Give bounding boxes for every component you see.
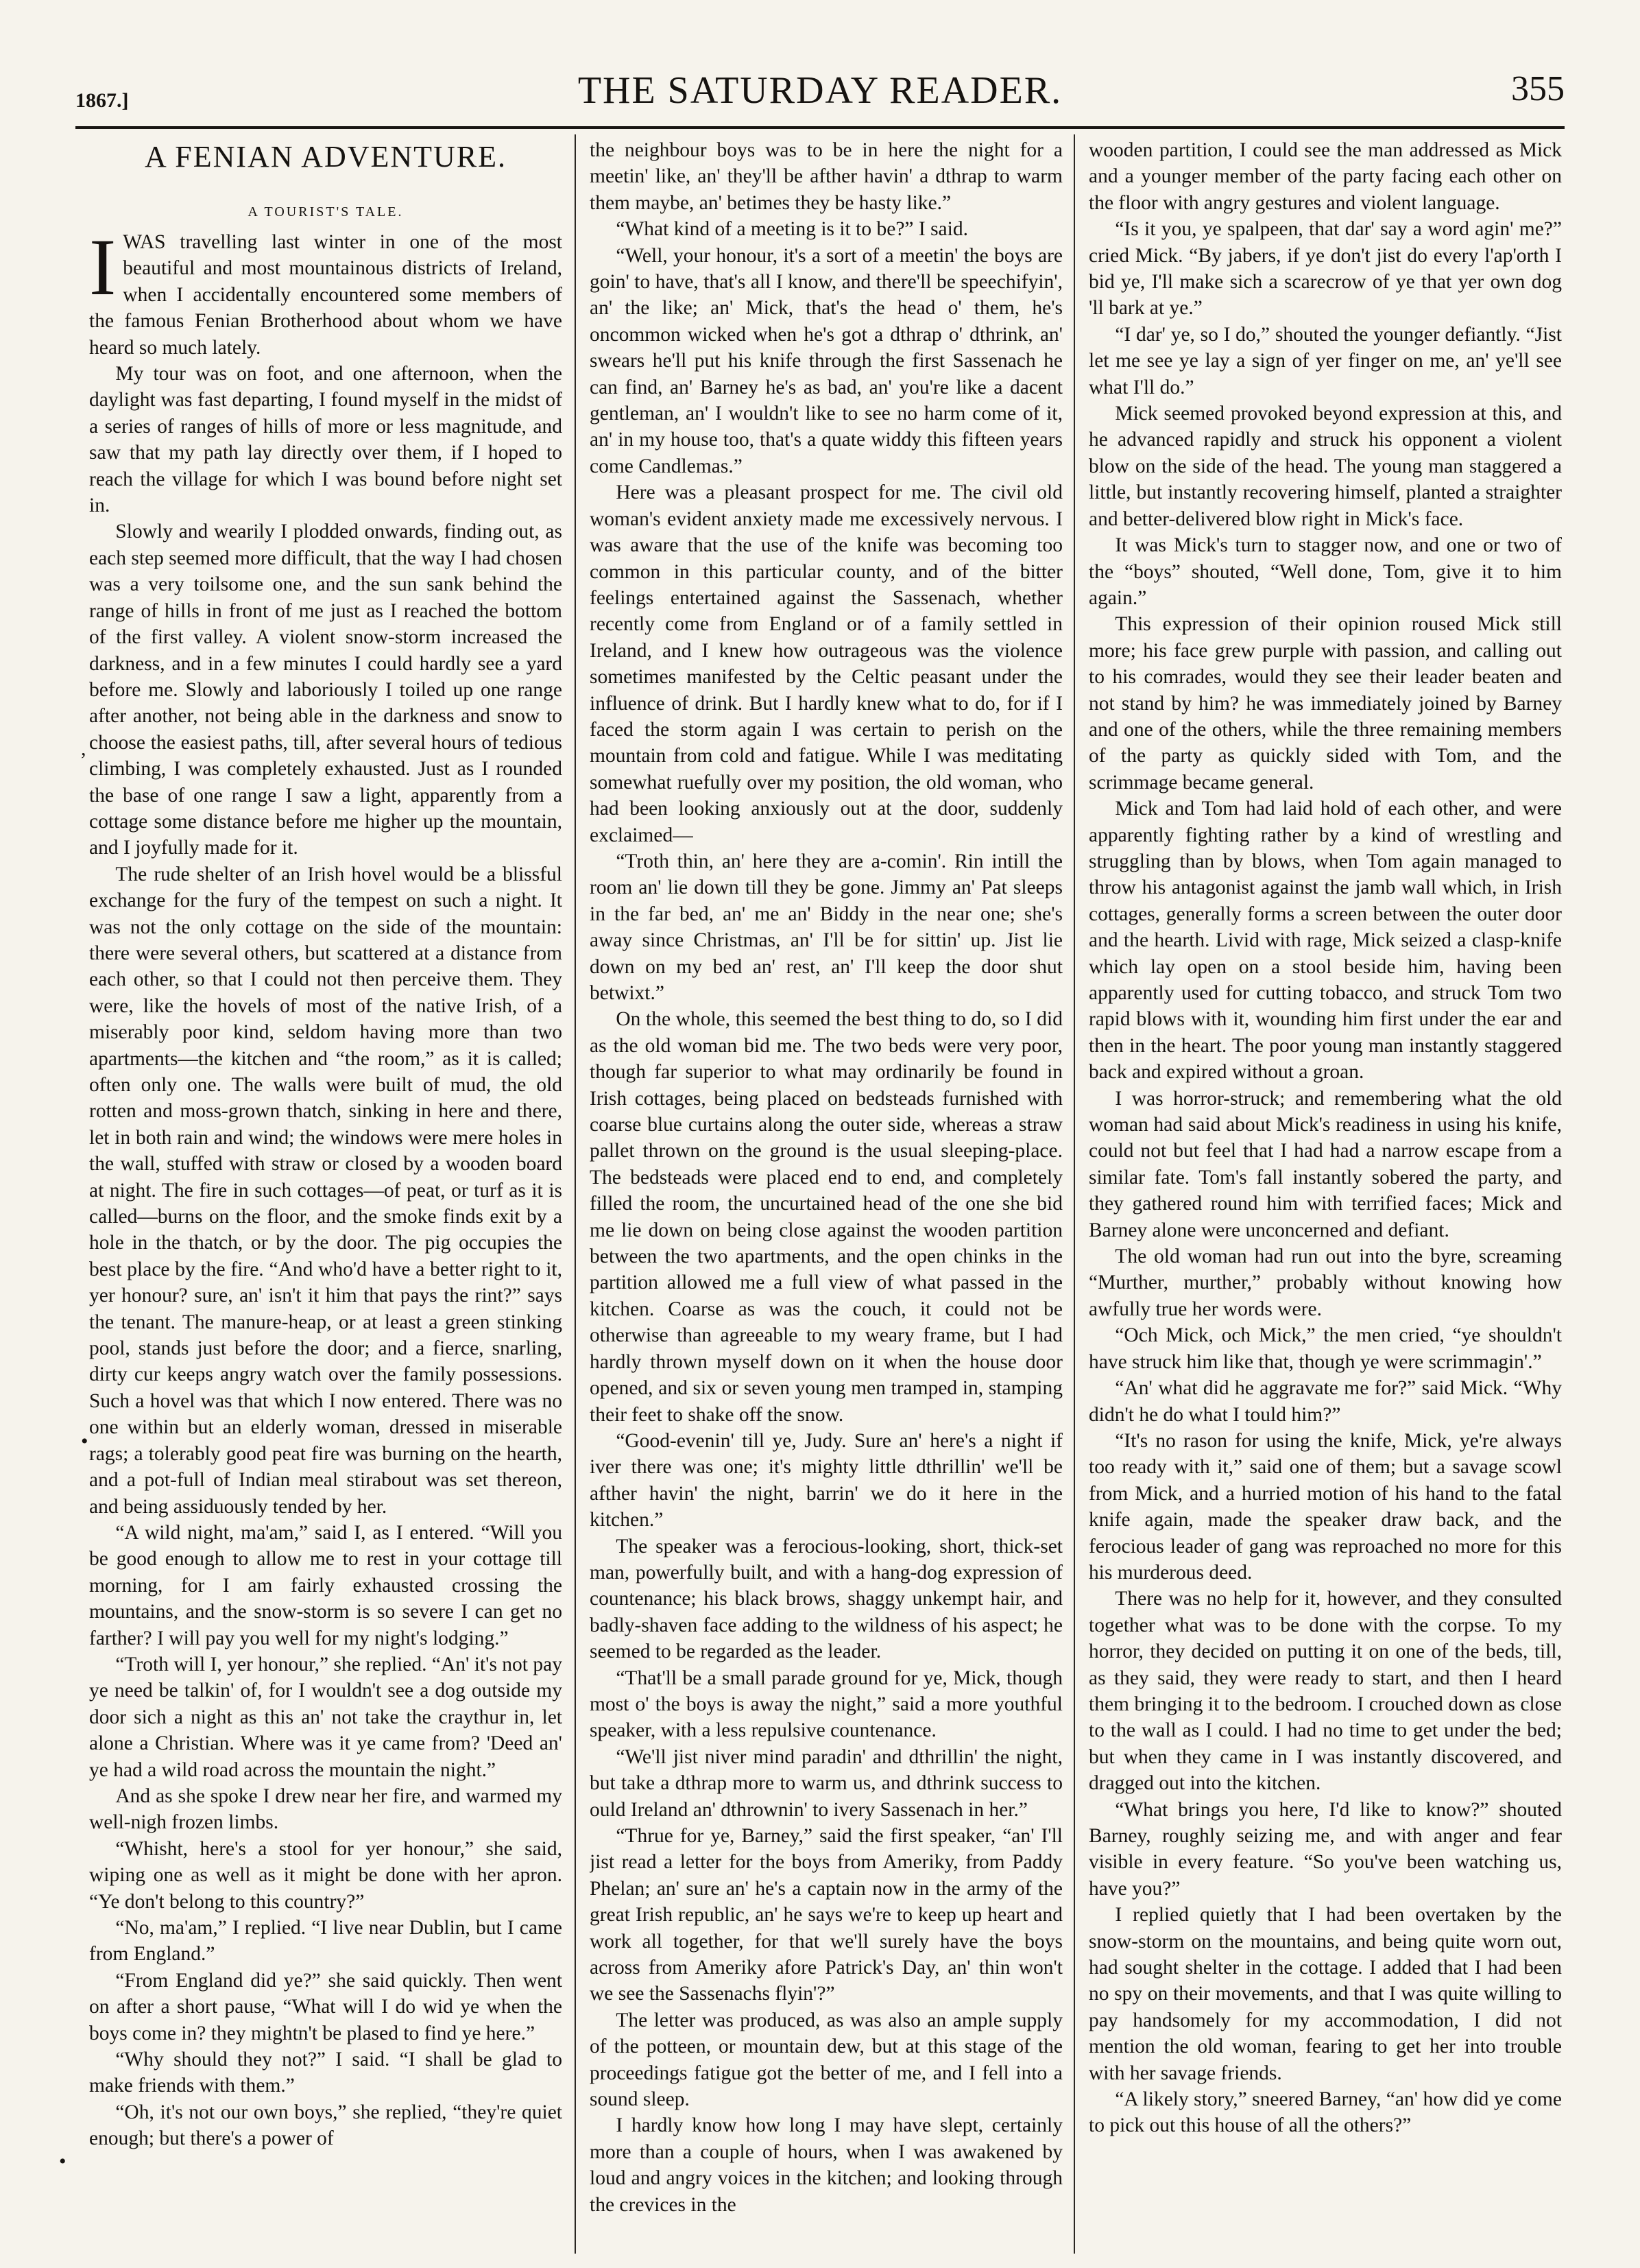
paragraph-text: Slowly and wearily I plodded onwards, finding out, as each step seemed more difficult, that the way I had chosen was a very toilsome one, and the sun sank behind the range of hills in front of me just as I reached the bottom of the first valley. A violent snow-storm increased the darkness, and in a few minutes I could hardly see a yard before me. Slowly and laboriously I toiled up one range after another, not being able in the darkness and snow to choose the easiest paths, till, after several hours of tedious climbing, I was completely exhausted. Just as I rounded the base of one range I saw a light, apparently from a cottage some distance before me higher up the mountain, and I joyfully made for it. <box>89 521 562 859</box>
paragraph-text: There was no help for it, however, and they consulted together what was to be done with the corpse. To my horror, they decided on putting it on one of the beds, till, as they said, they were ready to start, and then I heard them bringing it to the bedroom. I crouched down as close to the wall as I could. I had no time to get under the bed; but when they came in I was instantly discovered, and dragged out into the kitchen. <box>1089 1588 1562 1795</box>
header-rule <box>75 126 1565 129</box>
paragraph <box>590 1665 1063 1744</box>
paragraph-text: WAS travelling last winter in one of the most beautiful and most mountainous districts of Ireland, when I accidentally encountered some members of the famous Fenian Brotherhood about whom we have heard so much lately. <box>89 231 562 359</box>
paragraph-text: It was Mick's turn to stagger now, and one or two of the “boys” shouted, “Well done, Tom, give it to him again.” <box>1089 534 1562 609</box>
paragraph-text: “Is it you, ye spalpeen, that dar' say a word agin' me?” cried Mick. “By jabers, if ye don't jist do every l'ap'orth I bid ye, I'll make sich a scarecrow of ye that yer own dog 'll bark at ye.” <box>1089 218 1562 320</box>
paragraph-text: The speaker was a ferocious-looking, short, thick-set man, powerfully built, and with a hang-dog expression of countenance; his black brows, shaggy unkempt hair, and badly-shaven face adding to the wildness of his aspect; he seemed to be regarded as the leader. <box>590 1535 1063 1663</box>
page-number: 355 <box>1511 69 1565 108</box>
paragraph-text: “That'll be a small parade ground for ye, Mick, though most o' the boys is away the night,” said a more youthful speaker, with a less repulsive countenance. <box>590 1667 1063 1742</box>
paragraph-text: “Troth will I, yer honour,” she replied. “An' it's not pay ye need be talkin' of, for I wouldn't see a dog outside my door sich a night as this an' not take the craythur in, let alone a Christian. Where was it ye came from? 'Deed an' ye had a wild road across the mountain the night.” <box>89 1653 562 1781</box>
paragraph-text: wooden partition, I could see the man addressed as Mick and a younger member of the party facing each other on the floor with angry gestures and violent language. <box>1089 139 1562 214</box>
paragraph-text: The rude shelter of an Irish hovel would be a blissful exchange for the fury of the tempest on such a night. It was not the only cottage on the side of the mountain: there were several others, but scattered at a distance from each other, so that I could not then perceive them. They were, like the hovels of most of the native Irish, of a miserably poor kind, seldom having more than two apartments—the kitchen and “the room,” as it is called; often only one. The walls were built of mud, the old rotten and moss-grown thatch, sinking in here and there, let in both rain and wind; the windows were mere holes in the wall, stuffed with straw or closed by a wooden board at night. The fire in such cottages—of peat, or turf as it is called—burns on the floor, and the smoke finds exit by a hole in the thatch, or by the door. The pig occupies the best place by the fire. “And who'd have a better right to it, yer honour? sure, an' isn't it him that pays the rint?” says the tenant. The manure-heap, or at least a green stinking pool, stands just before the door; and a fierce, snarling, dirty cur keeps angry watch over the family possessions. Such a hovel was that which I now entered. There was no one within but an elderly woman, dressed in miserable rags; a tolerably good peat fire was burning on the hearth, and a pot-full of Indian meal stirabout was set thereon, and being assiduously tended by her. <box>89 863 562 1518</box>
paragraph <box>89 1783 562 1836</box>
paragraph <box>590 243 1063 480</box>
paragraph-text: I was horror-struck; and remembering what the old woman had said about Mick's readiness in using his knife, could not but feel that I had had a narrow escape from a similar fate. Tom's fall instantly sobered the party, and they gathered round him with terrified faces; Mick and Barney alone were unconcerned and defiant. <box>1089 1087 1562 1241</box>
paragraph <box>89 861 562 1520</box>
column-divider <box>575 134 576 2254</box>
paragraph <box>590 1428 1063 1533</box>
column-divider <box>1074 134 1075 2254</box>
paragraph-text: The old woman had run out into the byre, screaming “Murther, murther,” probably without knowing how awfully true her words were. <box>1089 1245 1562 1320</box>
paragraph <box>89 222 562 361</box>
paragraph-text: And as she spoke I drew near her fire, and warmed my well-nigh frozen limbs. <box>89 1784 562 1834</box>
paragraph-text: “What brings you here, I'd like to know?” shouted Barney, roughly seizing me, and with anger and fear visible in every feature. “So you've been watching us, have you?” <box>1089 1798 1562 1900</box>
paragraph <box>1089 216 1562 322</box>
paragraph <box>89 1968 562 2046</box>
paragraph <box>590 1744 1063 1823</box>
paragraph-text: “Thrue for ye, Barney,” said the first speaker, “an' I'll jist read a letter for the boys from Ameriky, from Paddy Phelan; an' sure an' he's a captain now in the army of the great Irish republic, an' he says we're to keep up heart and work all together, for that we'll surely have the boys across from Ameriky afore Patrick's Day, an' thin won't we see the Sassenachs flyin'?” <box>590 1825 1063 2005</box>
paragraph-text: “Why should they not?” I said. “I shall be glad to make friends with them.” <box>89 2049 562 2097</box>
paragraph <box>89 2046 562 2099</box>
paragraph <box>590 137 1063 216</box>
paragraph-text: “From England did ye?” she said quickly. Then went on after a short pause, “What will I do wid ye when the boys come in? they mightn't be plased to find ye here.” <box>89 1969 562 2044</box>
paragraph-text: “Och Mick, och Mick,” the men cried, “ye shouldn't have struck him like that, though ye were scrimmagin'.” <box>1089 1324 1562 1373</box>
paragraph-text: “I dar' ye, so I do,” shouted the younger defiantly. “Jist let me see ye lay a sign of yer finger on me, an' ye'll see what I'll do.” <box>1089 323 1562 398</box>
column-1 <box>89 137 562 2243</box>
paragraph-text: “A wild night, ma'am,” said I, as I entered. “Will you be good enough to allow me to rest in your cottage till morning, for I am fairly exhausted crossing the mountains, and the snow-storm is so severe I can get no farther? I will pay you well for my night's lodging.” <box>89 1521 562 1649</box>
paragraph-text: “What kind of a meeting is it to be?” I said. <box>616 218 968 241</box>
paragraph-text: My tour was on foot, and one afternoon, when the daylight was fast departing, I found myself in the midst of a series of ranges of hills of more or less magnitude, and saw that my path lay directly over them, if I hoped to reach the village for which I was bound before night set in. <box>89 363 562 517</box>
margin-mark: , <box>81 737 86 760</box>
paragraph <box>1089 532 1562 611</box>
paragraph <box>89 361 562 518</box>
article-subtitle: A TOURIST'S TALE. <box>248 204 404 219</box>
paragraph <box>1089 322 1562 401</box>
page-header <box>75 69 1565 123</box>
paragraph-text: This expression of their opinion roused Mick still more; his face grew purple with passion, and calling out to his comrades, would they see their leader beaten and not stand by him? he was immediately joined by Barney and one of the others, while the three remaining members of the party as quickly sided with Tom, and the scrimmage became general. <box>1089 613 1562 793</box>
paragraph-text: “Whisht, here's a stool for yer honour,” she said, wiping one as well as it might be done with her apron. “Ye don't belong to this country?” <box>89 1837 562 1913</box>
paragraph <box>1089 1902 1562 2086</box>
paragraph <box>1089 611 1562 796</box>
paragraph <box>590 1533 1063 1665</box>
paragraph <box>590 1006 1063 1428</box>
paragraph-text: The letter was produced, as was also an ample supply of the potteen, or mountain dew, but at this stage of the proceedings fatigue got the better of me, and I fell into a sound sleep. <box>590 2009 1063 2111</box>
paragraph <box>1089 1797 1562 1902</box>
margin-mark: • <box>81 1430 88 1453</box>
paragraph <box>1089 1586 1562 1796</box>
paragraph <box>89 1651 562 1783</box>
publication-title: THE SATURDAY READER. <box>577 69 1063 112</box>
paragraph <box>1089 1322 1562 1375</box>
drop-cap: I <box>89 222 117 312</box>
paragraph <box>1089 2086 1562 2139</box>
paragraph-text: I hardly know how long I may have slept, certainly more than a couple of hours, when I was awakened by loud and angry voices in the kitchen; and looking through the crevices in the <box>590 2114 1063 2216</box>
paragraph <box>1089 796 1562 1085</box>
column-3 <box>1089 137 1562 2243</box>
paragraph-text: “Good-evenin' till ye, Judy. Sure an' here's a night if iver there was one; it's mighty little dthrillin' we'll be afther havin' the night, barrin' we do it here in the kitchen.” <box>590 1429 1063 1531</box>
paragraph <box>590 1823 1063 2007</box>
paragraph <box>590 2007 1063 2113</box>
column-2 <box>590 137 1063 2243</box>
paragraph-text: Here was a pleasant prospect for me. The civil old woman's evident anxiety made me excessively nervous. I was aware that the use of the knife was becoming too common in this particular county, and of the bitter feelings entertained against the Sassenach, whether recently come from England or of a family settled in Ireland, and I knew how outrageous was the violence sometimes manifested by the Celtic peasant under the influence of drink. But I hardly knew what to do, for if I faced the storm again I was certain to perish on the mountain from cold and fatigue. While I was meditating somewhat ruefully over my position, the old woman, who had been looking anxiously out at the door, suddenly exclaimed— <box>590 481 1063 846</box>
paragraph <box>590 848 1063 1006</box>
paragraph <box>1089 1428 1562 1586</box>
paragraph <box>89 1915 562 1968</box>
paragraph-text: I replied quietly that I had been overtaken by the snow-storm on the mountains, and being quite worn out, had sought shelter in the cottage. I added that I had been no spy on their movements, and that I was quite willing to pay handsomely for my accommodation, I did not mention the old woman, fearing to get her into trouble with her savage friends. <box>1089 1904 1562 2084</box>
paragraph-text: “Oh, it's not our own boys,” she replied, “they're quiet enough; but there's a power of <box>89 2101 562 2150</box>
paragraph <box>1089 1243 1562 1322</box>
paragraph-text: “No, ma'am,” I replied. “I live near Dublin, but I came from England.” <box>89 1917 562 1966</box>
paragraph-text: Mick and Tom had laid hold of each other, and were apparently fighting rather by a kind of wrestling and struggling than by blows, when Tom again managed to throw his antagonist against the jamb wall which, in Irish cottages, generally forms a screen between the outer door and the hearth. Livid with rage, Mick seized a clasp-knife which lay open on a stool beside him, having been apparently used for cutting tobacco, and struck Tom two rapid blows with it, wounding him first under the ear and then in the heart. The poor young man instantly staggered back and expired without a groan. <box>1089 798 1562 1084</box>
paragraph-text: the neighbour boys was to be in here the night for a meetin' like, an' they'll be afther havin' a dthrap to warm them maybe, an' betimes they be hasty like.” <box>590 139 1063 214</box>
paragraph <box>89 518 562 861</box>
paragraph <box>1089 1086 1562 1243</box>
paragraph <box>1089 401 1562 532</box>
paragraph <box>590 2112 1063 2218</box>
paragraph <box>89 1836 562 1915</box>
paragraph <box>590 479 1063 848</box>
paragraph <box>89 2099 562 2152</box>
article-title: A FENIAN ADVENTURE. <box>144 140 507 174</box>
paragraph <box>590 216 1063 242</box>
issue-date: 1867.] <box>75 89 129 112</box>
paragraph-text: “An' what did he aggravate me for?” said Mick. “Why didn't he do what I tould him?” <box>1089 1377 1562 1426</box>
paragraph-text: On the whole, this seemed the best thing to do, so I did as the old woman bid me. The two beds were very poor, though far superior to what may ordinarily be found in Irish cottages, being placed on bedsteads furnished with coarse blue curtains along the outer side, whereas a straw pallet thrown on the ground is the usual sleeping-place. The bedsteads were placed end to end, and completely filled the room, the uncurtained head of the one she bid me lie down on being close against the wooden partition between the two apartments, and the open chinks in the partition allowed me a full view of what passed in the kitchen. Coarse as was the couch, it could not be otherwise than agreeable to my weary frame, but I had hardly thrown myself down on it when the house door opened, and six or seven young men tramped in, stamping their feet to shake off the snow. <box>590 1008 1063 1426</box>
paragraph-text: “Troth thin, an' here they are a-comin'. Rin intill the room an' lie down till they be gone. Jimmy an' Pat sleeps in the far bed, an' me an' Biddy in the near one; she's away since Christmas, an' I'll be for sittin' up. Jist lie down on my bed an' rest, an' I'll keep the door shut betwixt.” <box>590 850 1063 1004</box>
paragraph-text: “We'll jist niver mind paradin' and dthrillin' the night, but take a dthrap more to warm us, and dthrink success to ould Ireland an' dthrownin' to ivery Sassenach in her.” <box>590 1745 1063 1821</box>
paragraph-text: Mick seemed provoked beyond expression at this, and he advanced rapidly and struck his opponent a violent blow on the side of the head. The young man staggered a little, but instantly recovering himself, planted a straighter and better-delivered blow right in Mick's face. <box>1089 403 1562 530</box>
paragraph-text: “A likely story,” sneered Barney, “an' how did ye come to pick out this house of all the others?” <box>1089 2088 1562 2137</box>
paragraph <box>1089 1375 1562 1428</box>
margin-mark: • <box>59 2150 67 2173</box>
paragraph <box>1089 137 1562 216</box>
paragraph-text: “It's no rason for using the knife, Mick, ye're always too ready with it,” said one of them; but a savage scowl from Mick, and a hurried motion of his hand to the fatal knife again, made the speaker draw back, and the ferocious leader of gang was reproached no more for this his murderous deed. <box>1089 1429 1562 1584</box>
paragraph <box>89 1520 562 1651</box>
paragraph-text: “Well, your honour, it's a sort of a meetin' the boys are goin' to have, that's all I know, and there'll be speechifyin', an' the like; an' Mick, that's the head o' them, he's oncommon wicked when he's got a dthrap o' dthrink, an' swears he'll put his knife through the first Sassenach he can find, an' Barney he's as bad, an' you're like a dacent gentleman, an' I wouldn't like to see no harm come of it, an' in my house too, that's a quate widdy this fifteen years come Candlemas.” <box>590 244 1063 477</box>
